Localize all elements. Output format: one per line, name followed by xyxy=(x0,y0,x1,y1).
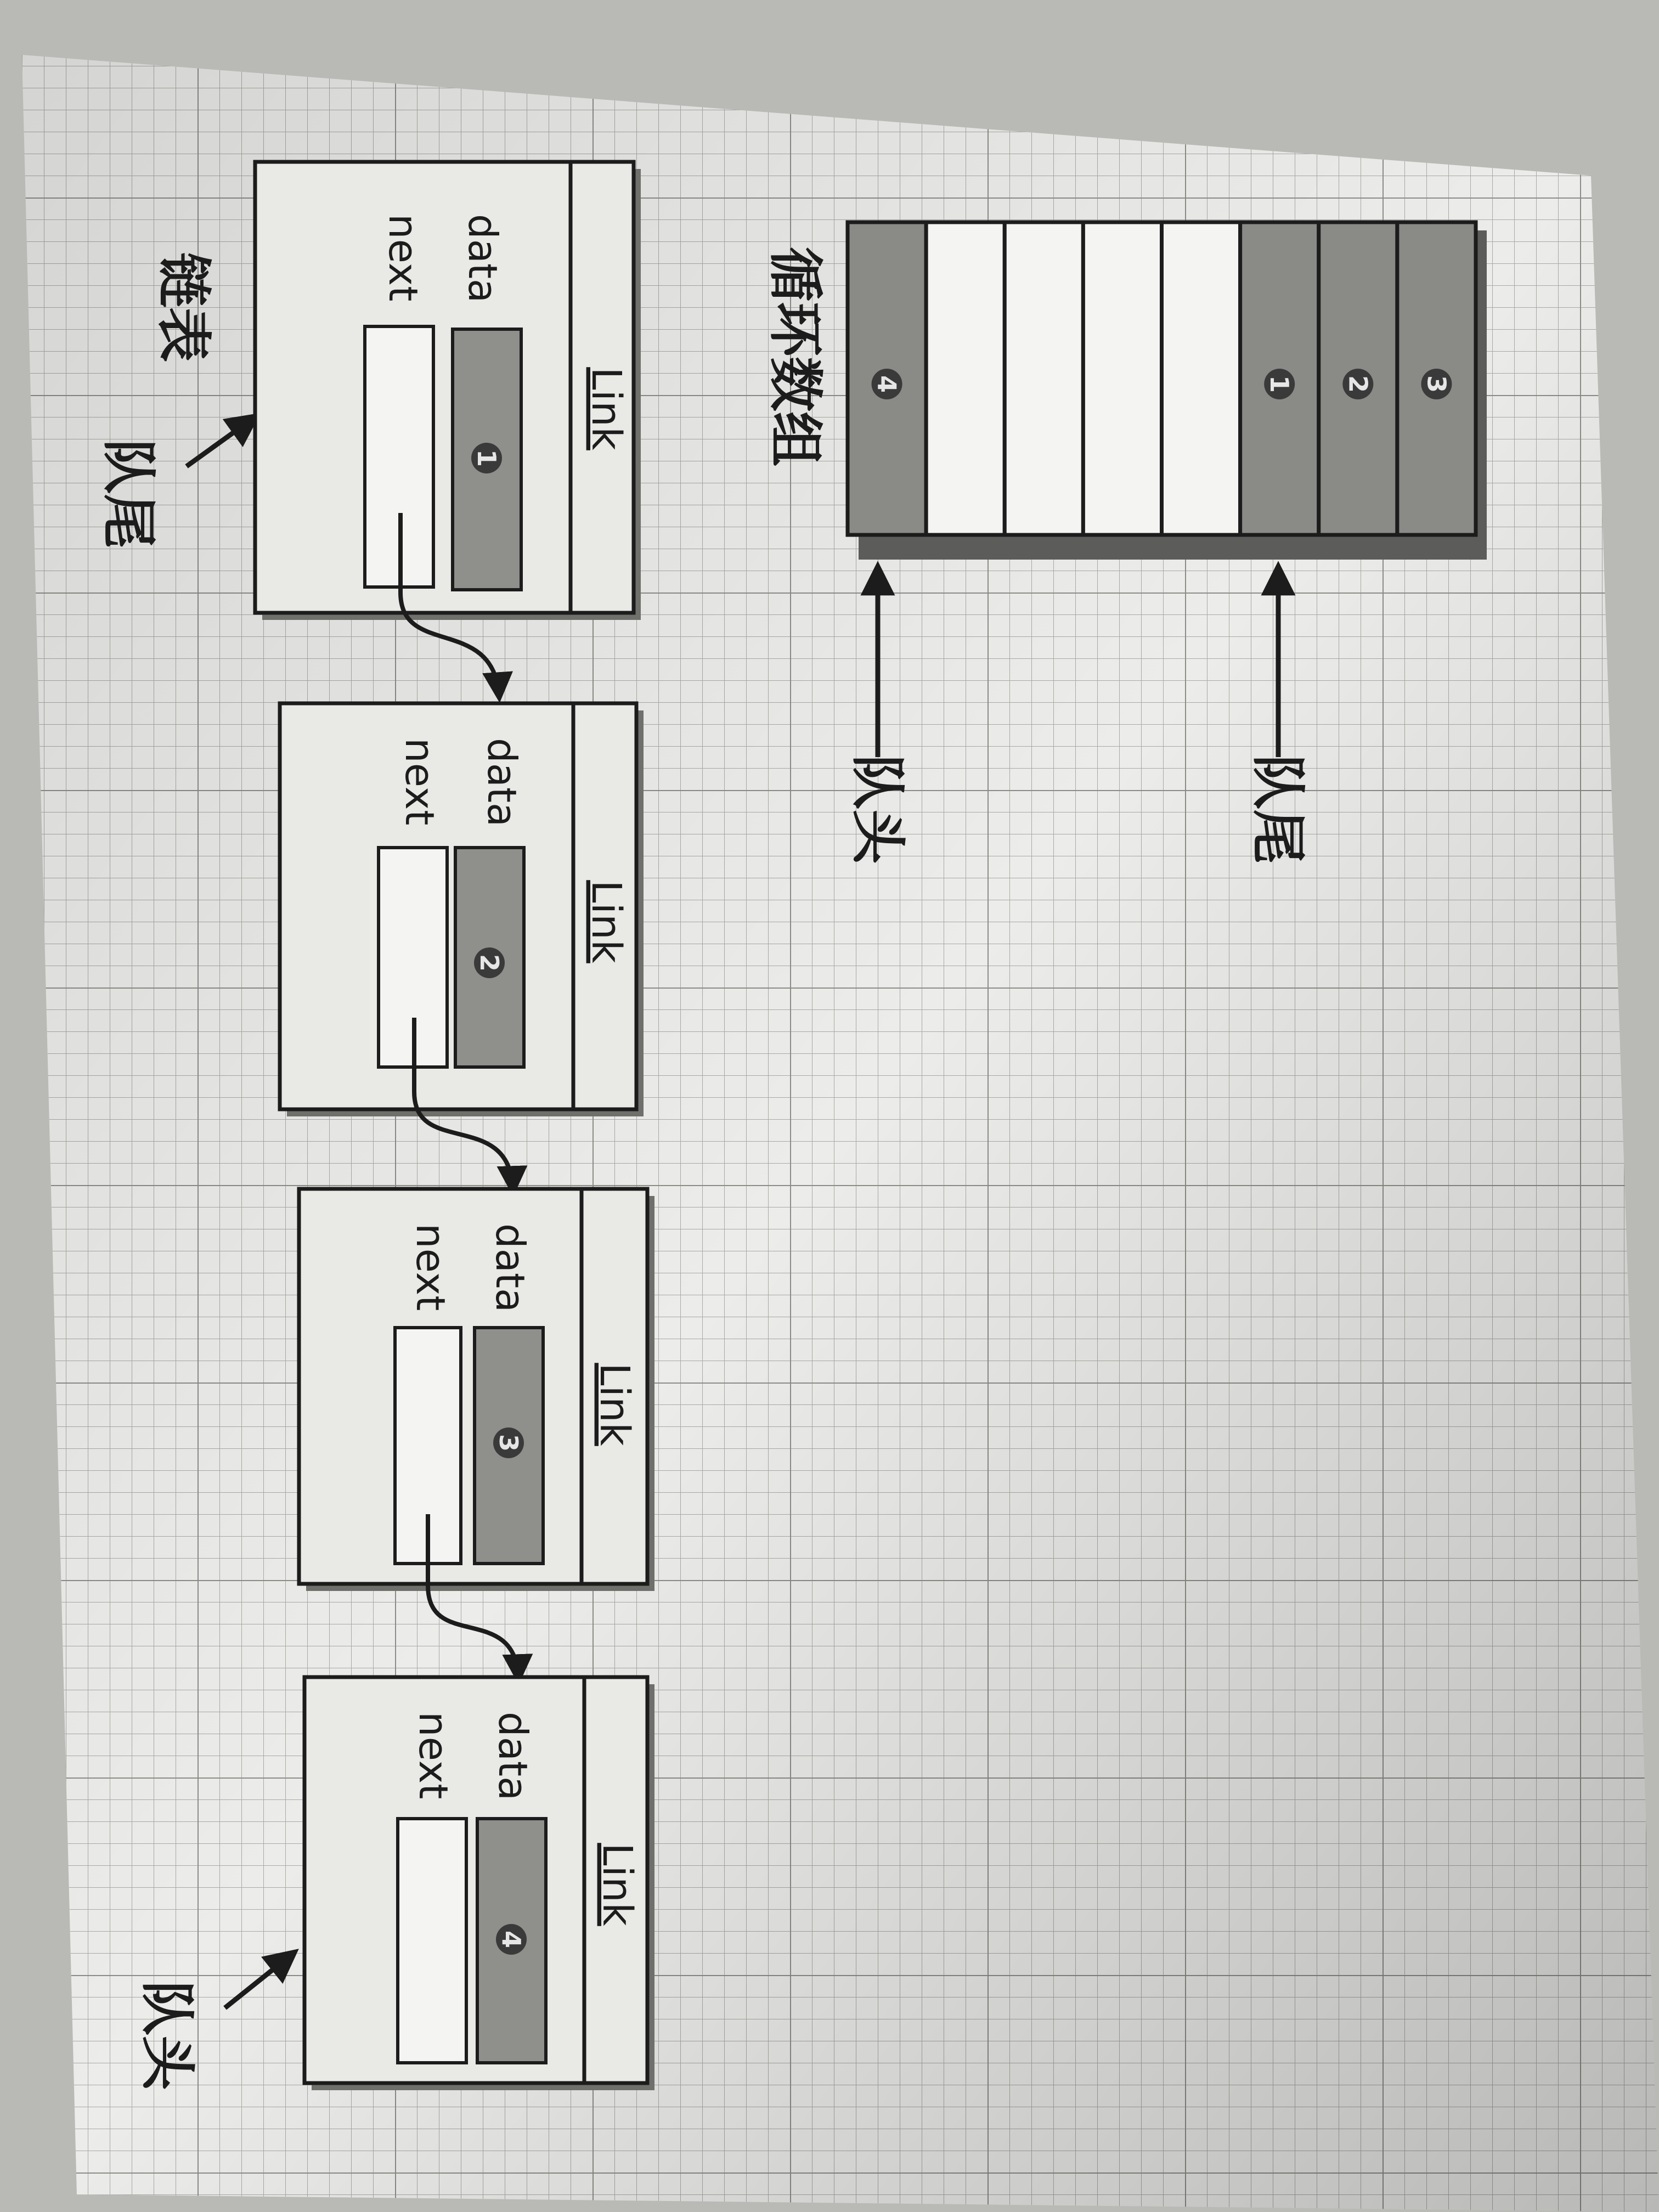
array-cell-6-value: 1 xyxy=(1265,375,1295,393)
linked-list-rear-label: 队尾 xyxy=(97,439,161,549)
link-node-1-next-label: next xyxy=(380,214,426,302)
link-node-2-value: 2 xyxy=(475,953,504,972)
link-node-3-value: 3 xyxy=(494,1434,523,1452)
array-cell-4 xyxy=(1083,222,1161,535)
link-node-4-header: Link xyxy=(594,1843,641,1926)
link-node-1-header: Link xyxy=(583,367,630,450)
array-cell-7-value: 2 xyxy=(1343,375,1373,393)
circular-array-cells xyxy=(848,222,1476,535)
array-cell-3 xyxy=(1005,222,1083,535)
linked-list-head-label: 队头 xyxy=(135,1980,199,2090)
link-node-3 xyxy=(299,1189,654,1591)
link-node-4-value: 4 xyxy=(496,1930,526,1949)
link-node-2 xyxy=(280,703,644,1116)
link-node-3-data-label: data xyxy=(487,1223,533,1313)
linked-list-title: 链表 xyxy=(151,252,216,362)
link-node-3-header: Link xyxy=(591,1363,638,1446)
link-node-3-next-label: next xyxy=(408,1223,454,1311)
array-head-label: 队头 xyxy=(845,754,910,864)
array-cell-1-value: 4 xyxy=(872,375,902,393)
link-node-1-data-label: data xyxy=(460,214,506,303)
link-node-2-data-label: data xyxy=(479,738,525,827)
array-cell-8-value: 3 xyxy=(1421,375,1452,393)
array-rear-label: 队尾 xyxy=(1246,754,1310,864)
array-cell-2 xyxy=(926,222,1005,535)
link-node-4 xyxy=(304,1677,654,2090)
array-cell-5 xyxy=(1162,222,1240,535)
link-node-4-data-label: data xyxy=(490,1712,536,1801)
link-node-2-next-label: next xyxy=(397,738,443,826)
link-node-1 xyxy=(255,162,641,620)
link-node-1-value: 1 xyxy=(472,449,501,467)
link-node-2-header: Link xyxy=(583,880,630,963)
link-node-4-next-field xyxy=(398,1819,466,2063)
circular-array-title: 循环数组 xyxy=(763,247,827,466)
link-node-4-next-label: next xyxy=(410,1712,456,1799)
